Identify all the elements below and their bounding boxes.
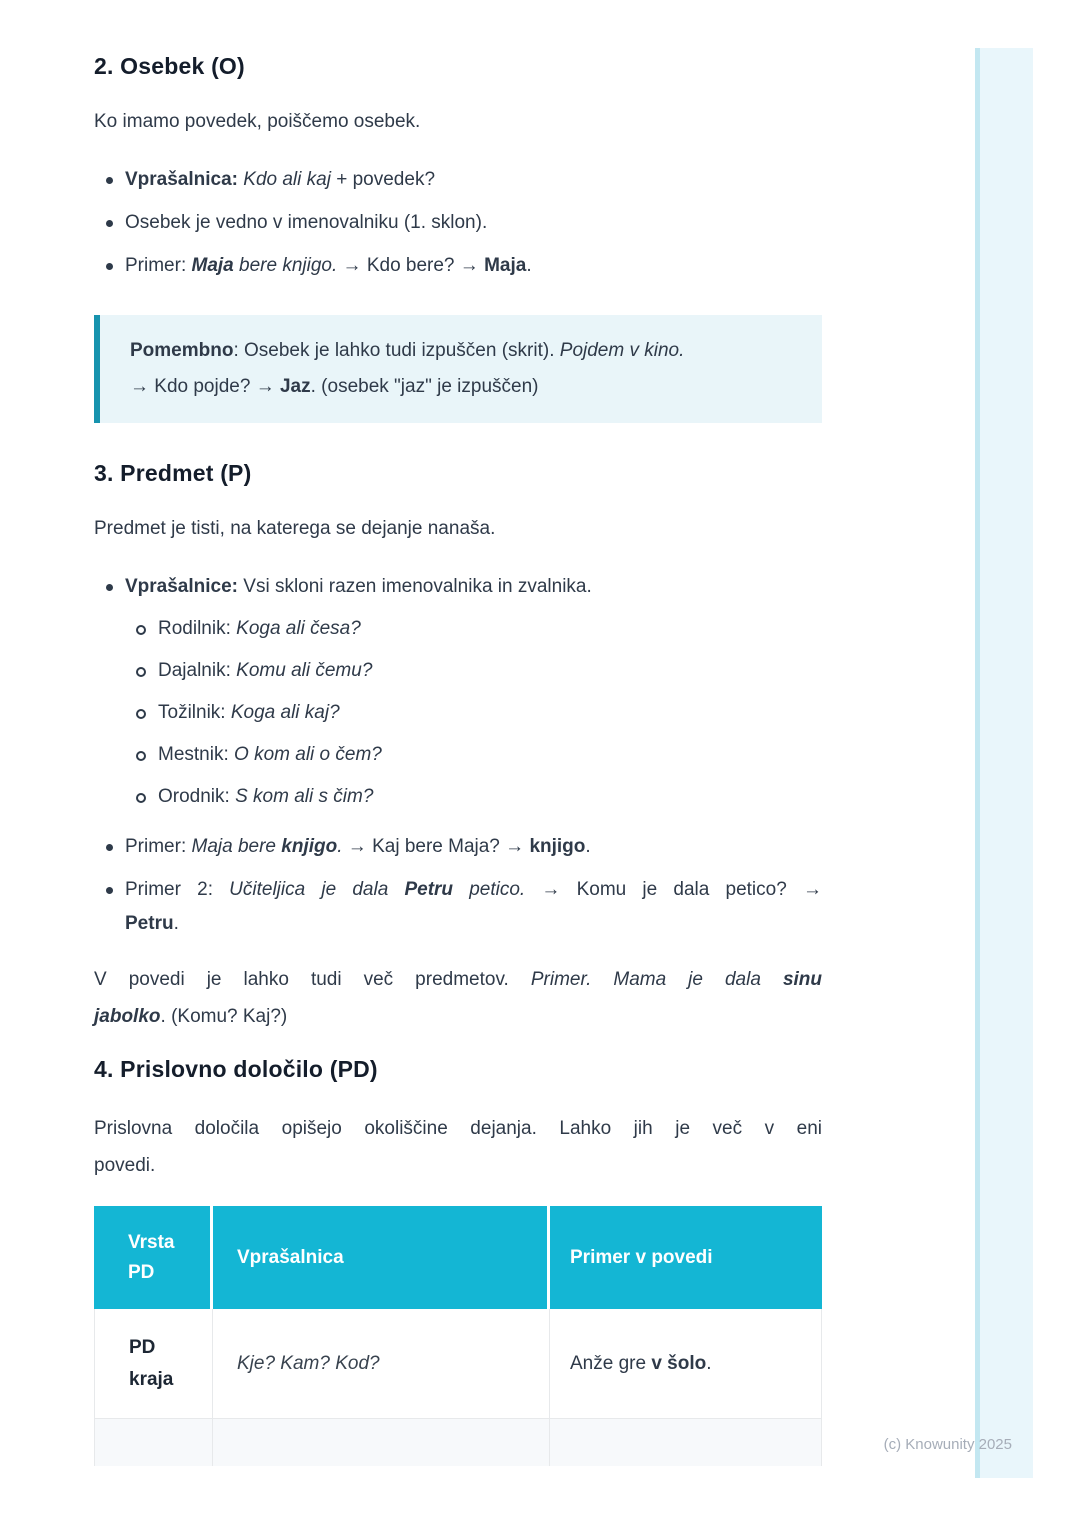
text-run: petico. xyxy=(453,879,526,900)
column-header-vrsta-pd: Vrsta PD xyxy=(94,1206,213,1309)
list-item xyxy=(125,612,822,646)
wrapped-line: Prislovna določila opišejo okoliščine dejanja. Lahko jih je več v eni xyxy=(94,1118,822,1139)
text-run: Dajalnik: xyxy=(158,660,237,681)
text-run: Primer: xyxy=(125,836,192,857)
text-run: Pojdem v kino. xyxy=(559,340,685,361)
text-run: Pomembno xyxy=(130,340,234,361)
paragraph-osebek-intro: Ko imamo povedek, poiščemo osebek. xyxy=(94,111,421,132)
text-run: Maja bere xyxy=(191,836,282,857)
text-run: → Kaj bere Maja? → xyxy=(342,836,530,857)
text-run: V povedi je lahko tudi več predmetov. xyxy=(94,969,531,990)
text-run: + povedek? xyxy=(330,169,436,190)
text-run: knjigo xyxy=(281,836,338,857)
bullet-list-predmet xyxy=(94,570,822,941)
text-run: Tožilnik: xyxy=(158,702,231,723)
text-run: Osebek je vedno v imenovalniku (1. sklon). xyxy=(125,212,488,233)
section-heading-predmet: 3. Predmet (P) xyxy=(94,460,252,486)
text-run: → Kdo pojde? → xyxy=(130,376,280,397)
text-run: Koga ali česa? xyxy=(236,618,361,639)
list-item xyxy=(94,873,822,941)
text-run: Vsi skloni razen imenovalnika in zvalnika. xyxy=(243,576,592,597)
text-run: Mestnik: xyxy=(158,744,235,765)
text-run: : Osebek je lahko tudi izpuščen (skrit). xyxy=(233,340,560,361)
wrapped-line xyxy=(125,873,822,907)
text-run: Primer 2: xyxy=(125,879,230,900)
text-run: . xyxy=(585,836,591,857)
text-run: S kom ali s čim? xyxy=(235,786,374,807)
copyright-note: (c) Knowunity 2025 xyxy=(883,1436,1012,1453)
cell-pd-type: PD kraja xyxy=(94,1309,213,1419)
text-run: → Komu je dala petico? → xyxy=(525,879,822,900)
case-sublist xyxy=(125,612,822,814)
text-run: . (Komu? Kaj?) xyxy=(160,1006,288,1027)
wrapped-line xyxy=(94,961,822,998)
text-run: O kom ali o čem? xyxy=(234,744,382,765)
text-run: Orodnik: xyxy=(158,786,236,807)
paragraph-vec-predmetov xyxy=(94,961,822,1035)
paragraph-predmet-intro: Predmet je tisti, na katerega se dejanje nanaša. xyxy=(94,518,496,539)
column-header-primer: Primer v povedi xyxy=(550,1206,822,1309)
text-run: bere knjigo. xyxy=(233,255,338,276)
list-item xyxy=(125,738,822,772)
wrapped-line xyxy=(94,998,822,1035)
text-run: Petru xyxy=(125,913,174,934)
pd-table-header xyxy=(94,1206,822,1309)
wrapped-line: povedi. xyxy=(94,1155,156,1176)
text-run: Primer. Mama je dala xyxy=(530,969,783,990)
content-column xyxy=(94,0,822,1466)
text-run: knjigo xyxy=(529,836,586,857)
text-run: . xyxy=(526,255,532,276)
text-run: → Kdo bere? → xyxy=(337,255,485,276)
text-run: Komu ali čemu? xyxy=(236,660,373,681)
list-item xyxy=(94,163,822,197)
column-header-vprasalnica: Vprašalnica xyxy=(213,1206,550,1309)
text-run: . xyxy=(173,913,179,934)
table-row xyxy=(94,1309,822,1419)
cell-empty xyxy=(94,1419,213,1466)
section-heading-osebek: 2. Osebek (O) xyxy=(94,53,245,79)
text-run: Koga ali kaj? xyxy=(230,702,340,723)
text-run: sinu xyxy=(782,969,822,990)
list-item xyxy=(94,830,822,864)
text-run: Rodilnik: xyxy=(158,618,237,639)
callout-pomembno xyxy=(94,315,822,423)
list-item xyxy=(94,206,822,240)
callout-line xyxy=(130,333,794,369)
list-item xyxy=(94,249,822,283)
text-run: v šolo xyxy=(651,1352,707,1374)
text-run: Jaz xyxy=(279,376,311,397)
text-run: Vprašalnica: xyxy=(125,169,244,190)
pd-table xyxy=(94,1206,822,1466)
list-item xyxy=(125,780,822,814)
text-run: . (osebek "jaz" je izpuščen) xyxy=(310,376,539,397)
wrapped-line xyxy=(125,907,822,941)
callout-line xyxy=(130,369,794,405)
text-run: Maja xyxy=(191,255,234,276)
text-run: Učiteljica je dala xyxy=(229,879,405,900)
text-run: Anže gre xyxy=(570,1352,652,1374)
text-run: Primer: xyxy=(125,255,192,276)
text-run: jabolko xyxy=(94,1006,161,1027)
paragraph-pd-intro xyxy=(94,1110,822,1184)
list-item xyxy=(94,570,822,814)
cell-empty xyxy=(550,1419,822,1466)
text-run: . xyxy=(706,1352,712,1374)
list-item xyxy=(125,654,822,688)
text-run: Petru xyxy=(404,879,454,900)
text-run: . xyxy=(337,836,343,857)
bullet-list-osebek xyxy=(94,163,822,283)
text-run: Vprašalnice: xyxy=(125,576,244,597)
cell-empty xyxy=(213,1419,550,1466)
page-edge-strip xyxy=(975,48,1033,1478)
table-row-partial xyxy=(94,1419,822,1466)
text-run: Maja xyxy=(484,255,527,276)
section-heading-prislovno-dolocilo: 4. Prislovno določilo (PD) xyxy=(94,1056,378,1082)
text-run: Kdo ali kaj xyxy=(243,169,331,190)
cell-example xyxy=(550,1309,822,1419)
cell-question: Kje? Kam? Kod? xyxy=(213,1309,550,1419)
list-item xyxy=(125,696,822,730)
